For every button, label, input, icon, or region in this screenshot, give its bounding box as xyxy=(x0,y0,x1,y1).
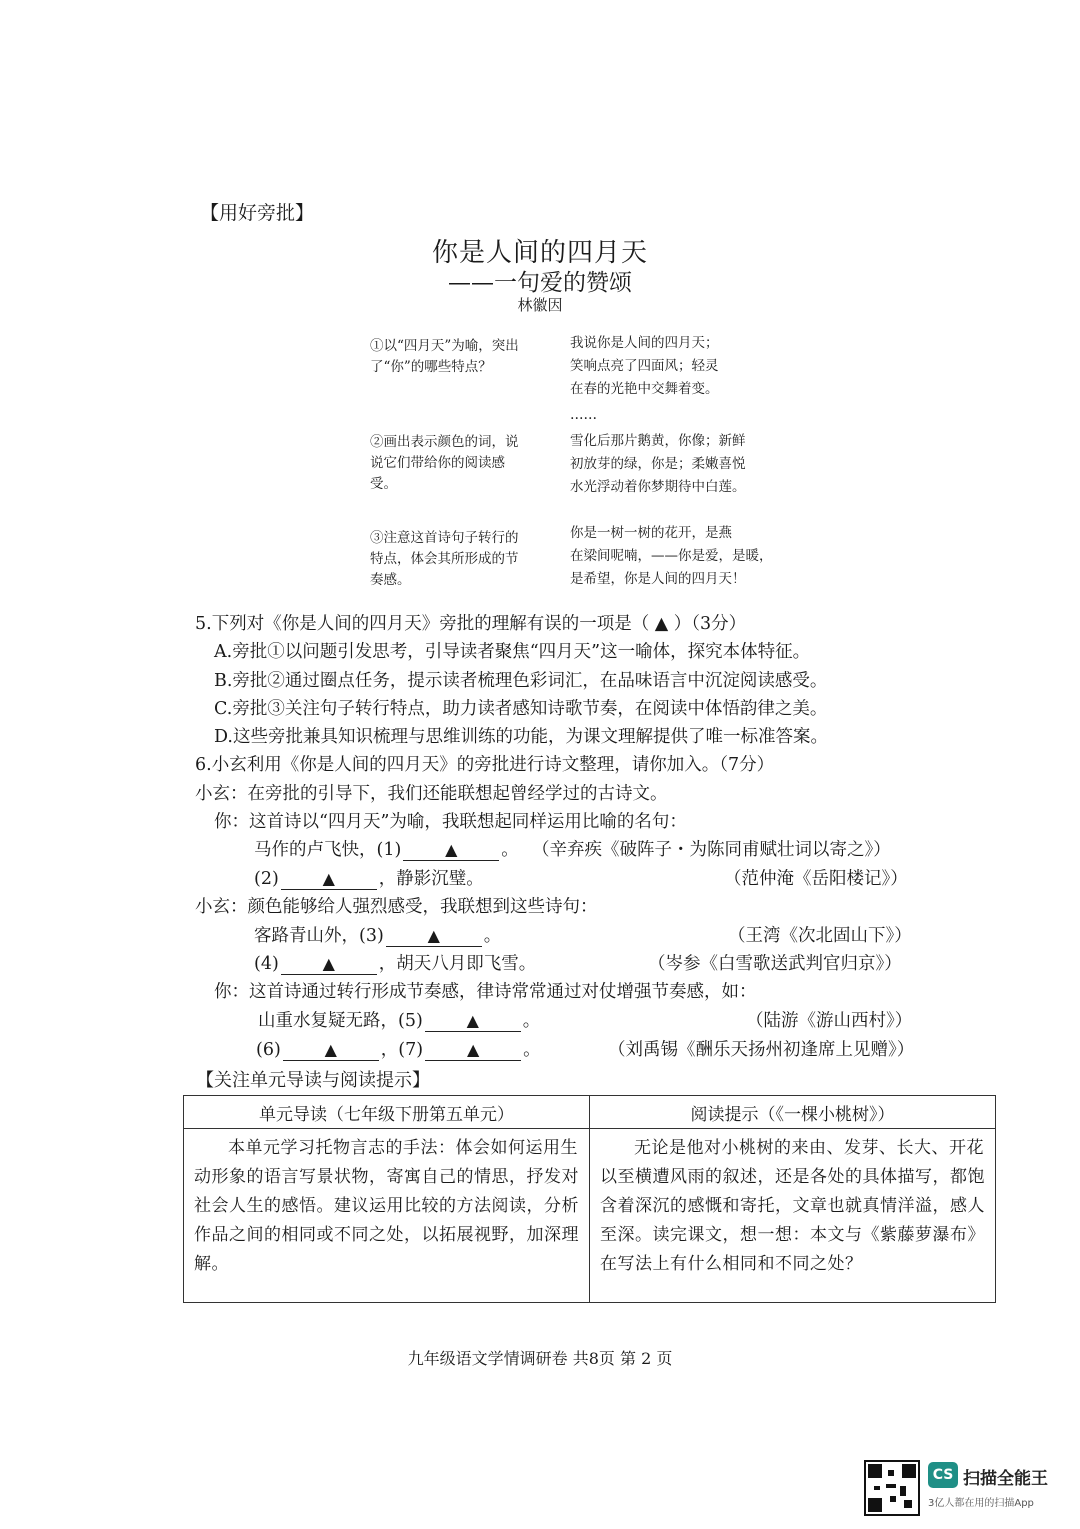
poem-subtitle: ——一句爱的赞颂 xyxy=(448,270,632,296)
fill-line-3 xyxy=(254,922,501,950)
dialogue-xiaoxuan-1: 小玄：在旁批的引导下，我们还能联想起曾经学过的古诗文。 xyxy=(195,784,668,804)
blank-number: (1) xyxy=(376,840,402,860)
dialogue-you-2: 你：这首诗通过转行形成节奏感，律诗常常通过对仗增强节奏感，如： xyxy=(214,982,757,1002)
source-6: （刘禹锡《酬乐天扬州初逢席上见赠》） xyxy=(608,1040,915,1060)
fill-line-4 xyxy=(254,950,536,978)
line-text: 客路青山外， xyxy=(254,926,359,946)
table-header-reading-tips: 阅读提示（《一棵小桃树》） xyxy=(590,1096,996,1129)
section-heading-marginal-notes: 【用好旁批】 xyxy=(200,202,315,224)
question-5-option-c: C.旁批③关注句子转行特点，助力读者感知诗歌节奏，在阅读中体悟韵律之美。 xyxy=(214,699,828,719)
answer-blank-2[interactable] xyxy=(281,869,377,890)
poem-stanza-1 xyxy=(570,332,810,401)
scanner-app-name: 扫描全能王 xyxy=(963,1469,1048,1489)
fill-line-2 xyxy=(254,865,484,893)
table-header-unit-guide: 单元导读（七年级下册第五单元） xyxy=(184,1096,590,1129)
poem-line: 笑响点亮了四面风；轻灵 xyxy=(570,358,719,374)
poem-title: 你是人间的四月天 xyxy=(431,238,648,268)
blank-number: (5) xyxy=(398,1011,423,1031)
line-text: ， xyxy=(380,1040,399,1060)
blank-number: (3) xyxy=(359,926,384,946)
triangle-icon: ▲ xyxy=(324,1040,337,1059)
answer-blank-4[interactable] xyxy=(281,954,377,975)
blank-number: (2) xyxy=(254,869,279,889)
table-cell-unit-guide: 本单元学习托物言志的手法：体会如何运用生动形象的语言写景状物，寄寓自己的情思，抒发对社会人生的感悟。建议运用比较的方法阅读，分析作品之间的相同或不同之处，以拓展视野，加深理解。 xyxy=(184,1129,590,1303)
poem-ellipsis: …… xyxy=(570,407,597,423)
source-1: （辛弃疾《破阵子・为陈同甫赋壮词以寄之》） xyxy=(532,840,891,860)
scanner-logo: CS xyxy=(928,1462,958,1488)
source-2: （范仲淹《岳阳楼记》） xyxy=(724,869,908,889)
qr-code-icon xyxy=(864,1460,920,1516)
fill-line-6 xyxy=(256,1036,541,1064)
line-text: 。 xyxy=(522,1011,541,1031)
source-3: （王湾《次北固山下》） xyxy=(728,926,912,946)
triangle-icon: ▲ xyxy=(466,1040,480,1059)
section-heading-unit-guide: 【关注单元导读与阅读提示】 xyxy=(196,1070,430,1091)
answer-blank-3[interactable] xyxy=(386,926,482,947)
line-text: 。 xyxy=(523,1040,541,1060)
blank-number: (4) xyxy=(254,954,279,974)
marginal-note-2: ②画出表示颜色的词，说说它们带给你的阅读感受。 xyxy=(370,434,519,492)
line-text: 马作的卢飞快， xyxy=(254,840,377,860)
marginal-note-1: ①以“四月天”为喻，突出了“你”的哪些特点？ xyxy=(370,338,519,375)
answer-blank-6[interactable] xyxy=(283,1040,379,1061)
question-5-option-a: A.旁批①以问题引发思考，引导读者聚焦“四月天”这一喻体，探究本体特征。 xyxy=(214,642,811,662)
line-text: 山重水复疑无路， xyxy=(258,1011,398,1031)
source-5: （陆游《游山西村》） xyxy=(746,1011,913,1031)
question-5-option-b: B.旁批②通过圈点任务，提示读者梳理色彩词汇，在品味语言中沉淀阅读感受。 xyxy=(214,671,828,691)
dialogue-xiaoxuan-2: 小玄：颜色能够给人强烈感受，我联想到这些诗句： xyxy=(195,897,598,917)
fill-line-5 xyxy=(258,1007,540,1035)
poem-line: 你是一树一树的花开，是燕 xyxy=(570,525,732,541)
triangle-icon: ▲ xyxy=(445,840,458,859)
scanner-app-tagline: 3亿人都在用的扫描App xyxy=(928,1498,1034,1509)
poem-line: 初放芽的绿，你是；柔嫩喜悦 xyxy=(570,456,746,472)
line-text: ，静影沉璧。 xyxy=(378,869,484,889)
blank-number: (7) xyxy=(398,1040,424,1060)
poem-stanza-2 xyxy=(570,430,810,499)
poem-line: 在春的光艳中交舞着变。 xyxy=(570,381,719,397)
poem-line: 雪化后那片鹅黄，你像；新鲜 xyxy=(570,433,746,449)
question-5-stem: 5.下列对《你是人间的四月天》旁批的理解有误的一项是（ ▲ ）（3分） xyxy=(195,614,747,634)
poem-line: 是希望，你是人间的四月天！ xyxy=(570,571,746,587)
question-6-stem: 6.小玄利用《你是人间的四月天》的旁批进行诗文整理，请你加入。（7分） xyxy=(195,755,775,775)
line-text: ，胡天八月即飞雪。 xyxy=(378,954,537,974)
triangle-icon: ▲ xyxy=(466,1011,479,1030)
source-4: （岑参《白雪歌送武判官归京》） xyxy=(648,954,902,974)
table-cell-reading-tips: 无论是他对小桃树的来由、发芽、长大、开花以至横遭风雨的叙述，还是各处的具体描写，都饱含着深沉的感慨和寄托，文章也就真情洋溢，感人至深。读完课文，想一想：本文与《紫藤萝瀑布》在写法上有什么相同和不同之处？ xyxy=(590,1129,996,1303)
page-footer: 九年级语文学情调研卷 共8页 第 2 页 xyxy=(407,1349,673,1368)
triangle-icon: ▲ xyxy=(322,954,335,973)
question-5-option-d: D.这些旁批兼具知识梳理与思维训练的功能，为课文理解提供了唯一标准答案。 xyxy=(214,727,828,747)
unit-guide-table xyxy=(183,1095,996,1303)
poem-line: 水光浮动着你梦期待中白莲。 xyxy=(570,479,746,495)
answer-blank-1[interactable] xyxy=(403,840,499,861)
marginal-note-3: ③注意这首诗句子转行的特点，体会其所形成的节奏感。 xyxy=(370,530,519,588)
dialogue-you-1: 你：这首诗以“四月天”为喻，我联想起同样运用比喻的名句： xyxy=(214,812,687,832)
fill-line-1 xyxy=(254,836,519,864)
poem-line: 在梁间呢喃，——你是爱，是暖， xyxy=(570,548,773,564)
answer-blank-7[interactable] xyxy=(425,1040,521,1061)
poem-author: 林徽因 xyxy=(517,296,563,314)
blank-number: (6) xyxy=(256,1040,281,1060)
triangle-icon: ▲ xyxy=(322,869,335,888)
line-text: 。 xyxy=(501,840,519,860)
poem-stanza-3 xyxy=(570,522,810,591)
poem-line: 我说你是人间的四月天； xyxy=(570,335,719,351)
triangle-icon: ▲ xyxy=(427,926,440,945)
answer-blank-5[interactable] xyxy=(425,1011,521,1032)
line-text: 。 xyxy=(483,926,502,946)
